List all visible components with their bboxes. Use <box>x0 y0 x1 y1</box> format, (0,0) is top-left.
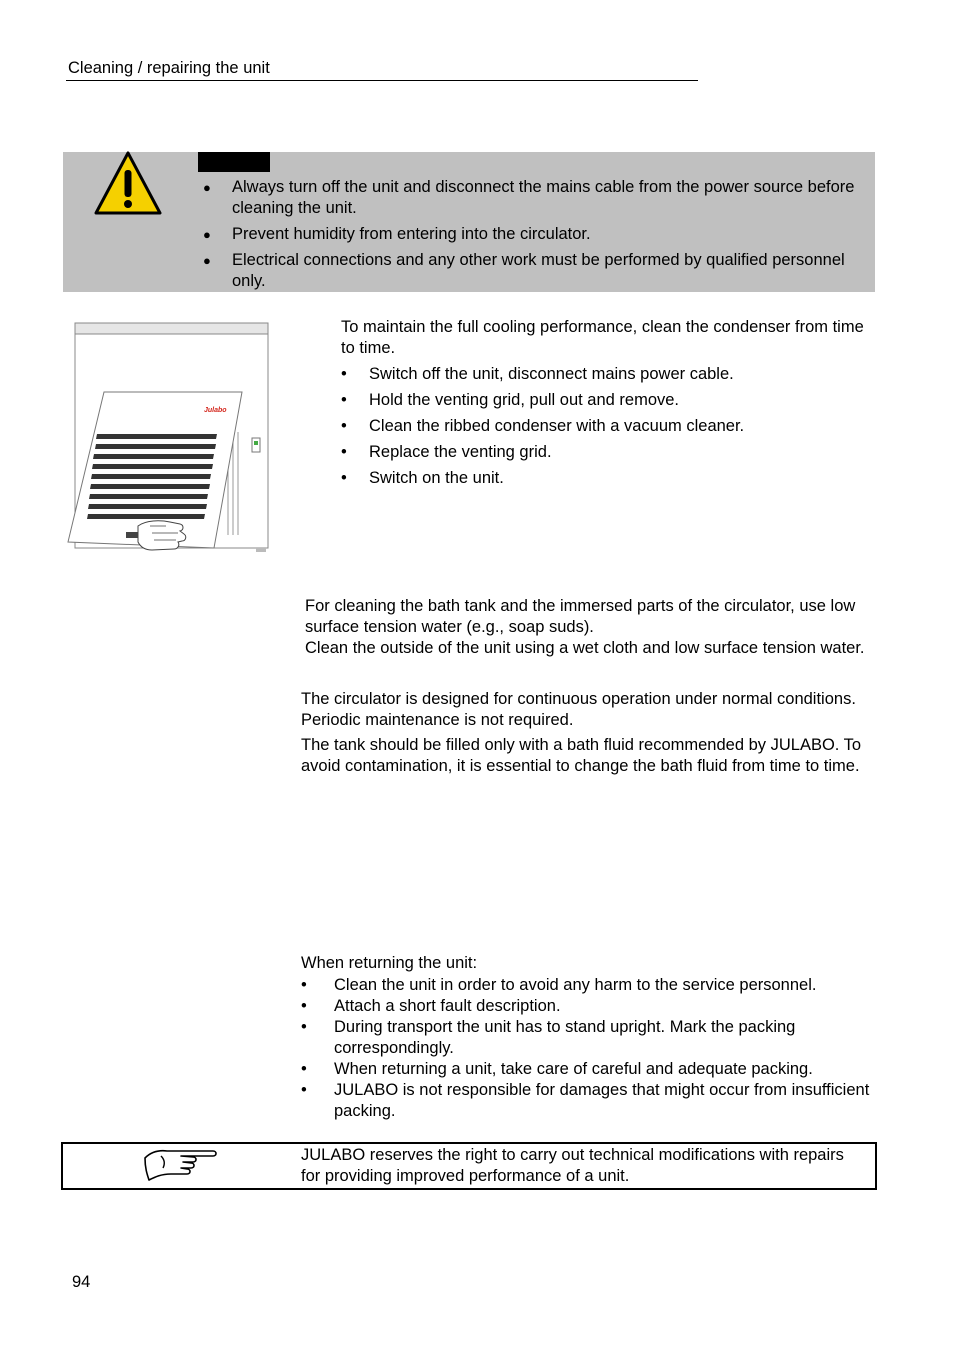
venting-grid-removal-figure <box>66 320 272 556</box>
warning-box <box>63 152 875 292</box>
condenser-step: • Switch off the unit, disconnect mains power cable. <box>341 364 871 385</box>
condenser-intro: To maintain the full cooling performance, clean the condenser from time to time. <box>341 318 864 357</box>
warning-label-bar <box>198 152 270 172</box>
maintenance-paragraph: The circulator is designed for continuous operation under normal conditions. Periodic maintenance is not required. <box>301 690 856 729</box>
page-header-title: Cleaning / repairing the unit <box>68 59 270 77</box>
returning-intro: When returning the unit: <box>301 954 478 972</box>
warning-item: ● Prevent humidity from entering into the circulator. <box>200 224 860 245</box>
cleaning-line: Clean the outside of the unit using a wet cloth and low surface tension water. <box>305 639 865 657</box>
returning-item: • Attach a short fault description. <box>301 996 871 1017</box>
returning-item: • During transport the unit has to stand upright. Mark the packing correspondingly. <box>301 1017 871 1059</box>
condenser-step: • Clean the ribbed condenser with a vacuum cleaner. <box>341 416 871 437</box>
condenser-cleaning-section <box>341 317 871 494</box>
bath-cleaning-section <box>305 596 870 659</box>
cleaning-line: For cleaning the bath tank and the immersed parts of the circulator, use low surface tension water (e.g., soap suds). <box>305 597 856 636</box>
note-box <box>61 1142 877 1190</box>
returning-item: • Clean the unit in order to avoid any harm to the service personnel. <box>301 975 871 996</box>
condenser-step: • Switch on the unit. <box>341 468 871 489</box>
pointing-hand-icon <box>141 1146 219 1182</box>
header-divider <box>66 80 698 81</box>
condenser-steps <box>341 364 871 489</box>
returning-section <box>301 953 871 1122</box>
warning-item: ● Electrical connections and any other work must be performed by qualified personnel only. <box>200 250 860 292</box>
returning-item: • When returning a unit, take care of careful and adequate packing. <box>301 1059 871 1080</box>
warning-list <box>200 177 860 297</box>
note-text: JULABO reserves the right to carry out technical modifications with repairs for providing improved performance of a unit. <box>301 1146 844 1185</box>
condenser-step: • Hold the venting grid, pull out and remove. <box>341 390 871 411</box>
brand-logo: Julabo <box>204 407 227 414</box>
maintenance-paragraph: The tank should be filled only with a bath fluid recommended by JULABO. To avoid contamination, it is essential to change the bath fluid from time to time. <box>301 736 862 775</box>
condenser-step: • Replace the venting grid. <box>341 442 871 463</box>
maintenance-section <box>301 689 871 781</box>
warning-item: ● Always turn off the unit and disconnect the mains cable from the power source before cleaning the unit. <box>200 177 860 219</box>
page-number: 94 <box>72 1273 91 1291</box>
returning-item: • JULABO is not responsible for damages that might occur from insufficient packing. <box>301 1080 871 1122</box>
warning-triangle-icon <box>93 150 163 216</box>
returning-list <box>301 975 871 1122</box>
